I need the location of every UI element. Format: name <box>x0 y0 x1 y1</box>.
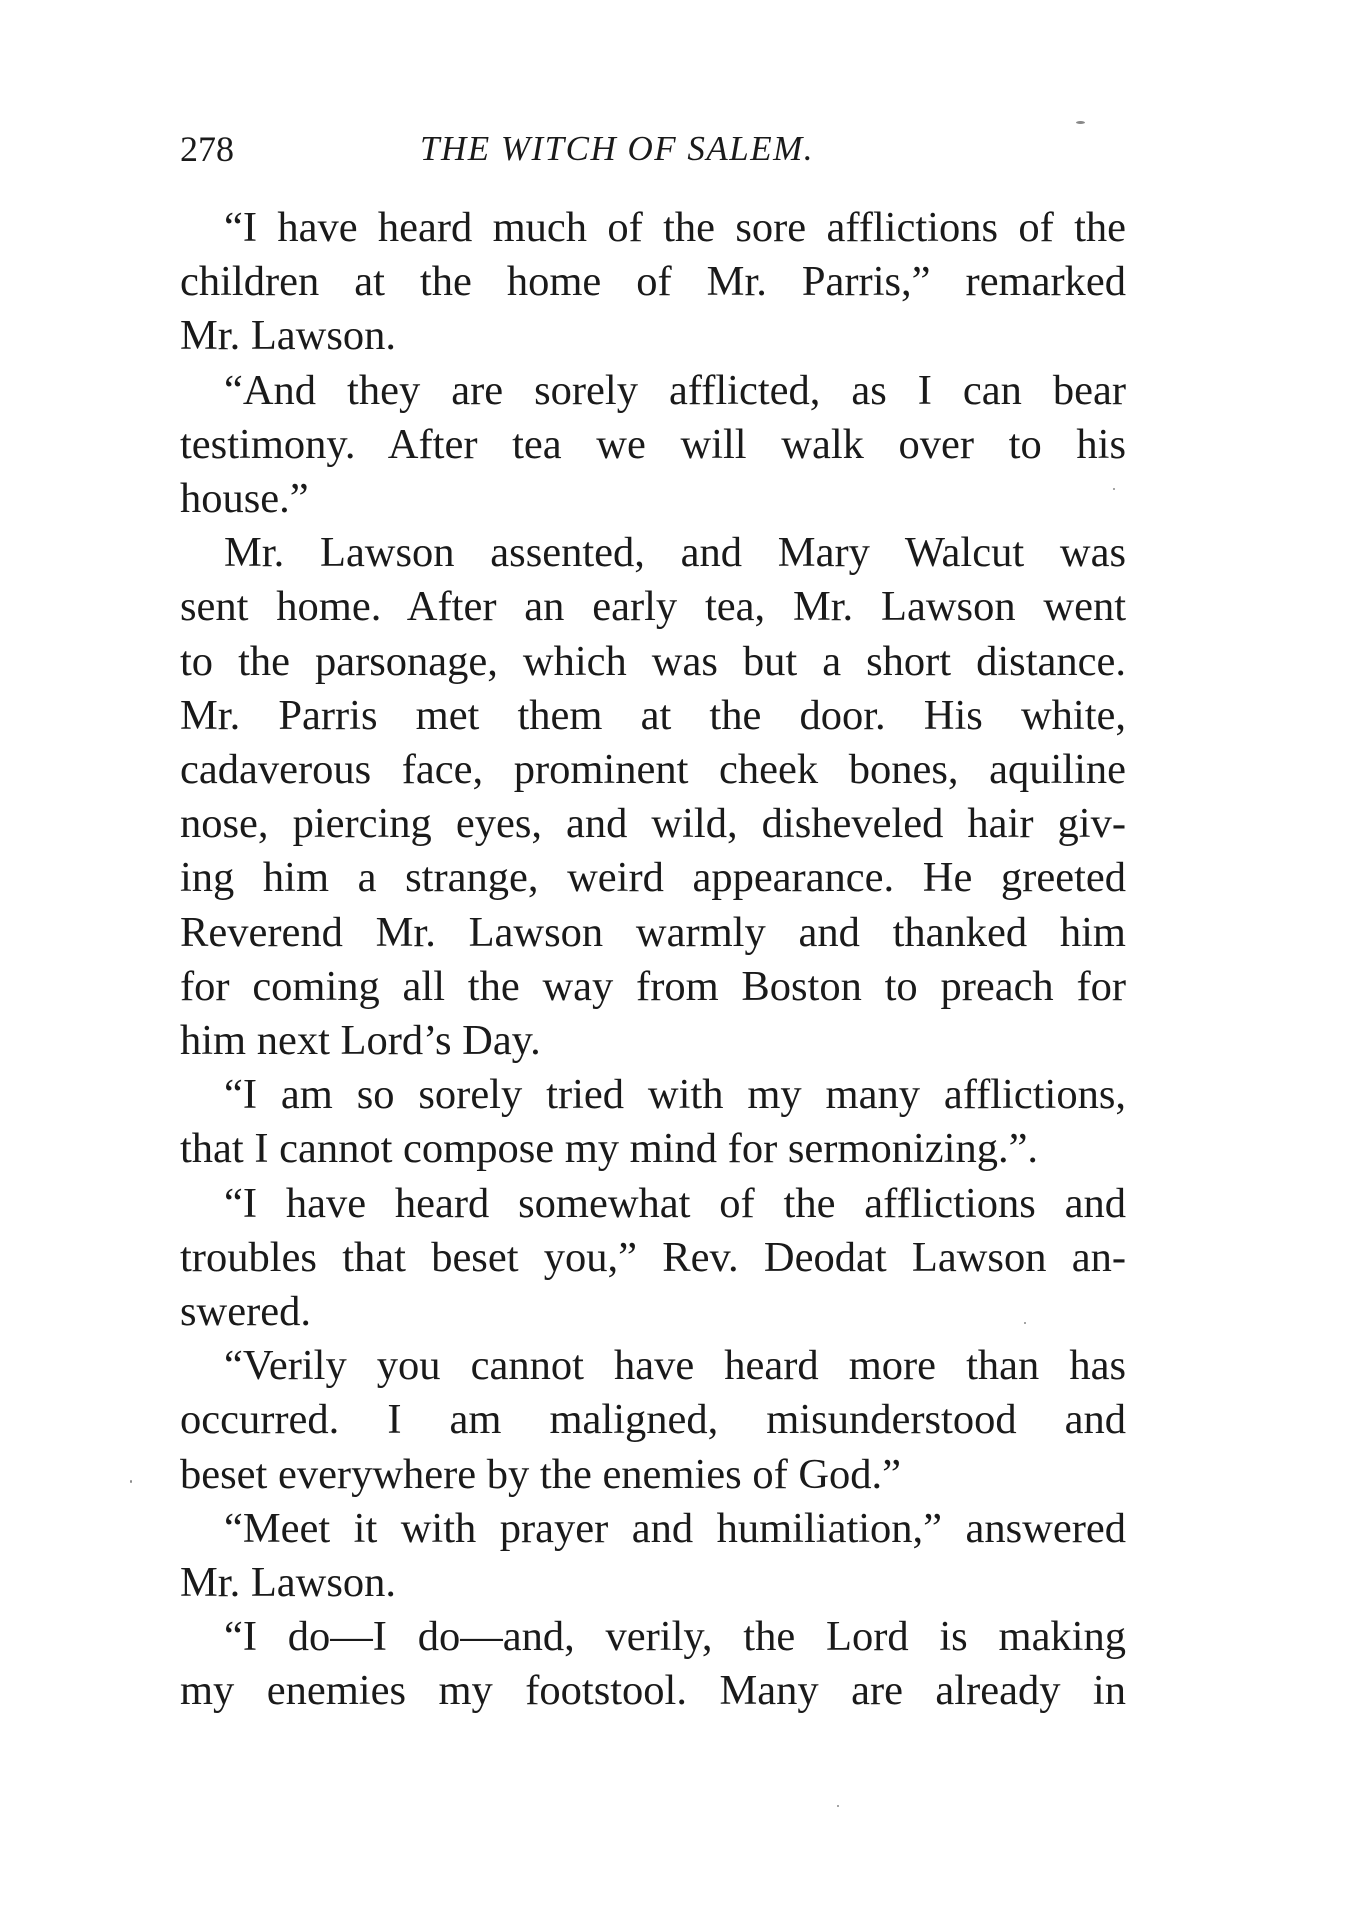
text-line: that I cannot compose my mind for sermonizing.”. <box>180 1125 1039 1173</box>
text-line: “I have heard somewhat of the afflictions and <box>224 1179 1126 1227</box>
text-line: Mr. Lawson. <box>180 1559 397 1607</box>
paragraph <box>180 1610 1126 1718</box>
scan-speck <box>130 1480 132 1483</box>
text-line: house.” <box>180 475 309 523</box>
text-line: “I do—I do—and, verily, the Lord is making <box>224 1613 1126 1661</box>
paragraph <box>180 364 1126 527</box>
text-line: Mr. Lawson. <box>180 312 397 360</box>
text-line: to the parsonage, which was but a short distance. <box>180 637 1126 685</box>
scan-speck <box>1113 488 1115 490</box>
scan-speck <box>837 1805 839 1807</box>
text-line: my enemies my footstool. Many are already in <box>180 1667 1126 1715</box>
running-head <box>180 124 1130 174</box>
text-line: him next Lord’s Day. <box>180 1017 541 1065</box>
text-line: “Verily you cannot have heard more than has <box>224 1342 1126 1390</box>
paragraph <box>180 1502 1126 1610</box>
scan-speck <box>1024 1322 1026 1324</box>
running-title: THE WITCH OF SALEM. <box>420 129 815 168</box>
text-line: testimony. After tea we will walk over to his <box>180 420 1126 468</box>
text-line: for coming all the way from Boston to preach for <box>180 962 1126 1010</box>
text-line: occurred. I am maligned, misunderstood and <box>180 1396 1126 1444</box>
paragraph <box>180 1068 1126 1176</box>
paragraph <box>180 526 1126 1068</box>
text-line: nose, piercing eyes, and wild, disheveled hair giv- <box>180 800 1126 848</box>
page-number: 278 <box>180 129 234 169</box>
text-line: beset everywhere by the enemies of God.” <box>180 1450 902 1498</box>
text-line: children at the home of Mr. Parris,” remarked <box>180 258 1126 306</box>
text-line: cadaverous face, prominent cheek bones, aquiline <box>180 746 1126 794</box>
text-line: Mr. Lawson assented, and Mary Walcut was <box>224 529 1126 577</box>
paragraph <box>180 201 1126 364</box>
text-line: sent home. After an early tea, Mr. Lawson went <box>180 583 1126 631</box>
text-line: Reverend Mr. Lawson warmly and thanked him <box>180 908 1126 956</box>
text-line: ing him a strange, weird appearance. He greeted <box>180 854 1126 902</box>
text-line: Mr. Parris met them at the door. His white, <box>180 691 1126 739</box>
text-line: “I have heard much of the sore afflictions of the <box>224 204 1126 251</box>
body-text <box>180 201 1126 1719</box>
scan-speck <box>1076 121 1085 124</box>
text-line: swered. <box>180 1288 311 1336</box>
text-line: “I am so sorely tried with my many afflictions, <box>224 1071 1126 1119</box>
text-line: “Meet it with prayer and humiliation,” answered <box>224 1504 1126 1552</box>
text-line: “And they are sorely afflicted, as I can bear <box>224 366 1126 414</box>
text-line: troubles that beset you,” Rev. Deodat Lawson an- <box>180 1233 1126 1281</box>
paragraph <box>180 1177 1126 1340</box>
paragraph <box>180 1339 1126 1502</box>
